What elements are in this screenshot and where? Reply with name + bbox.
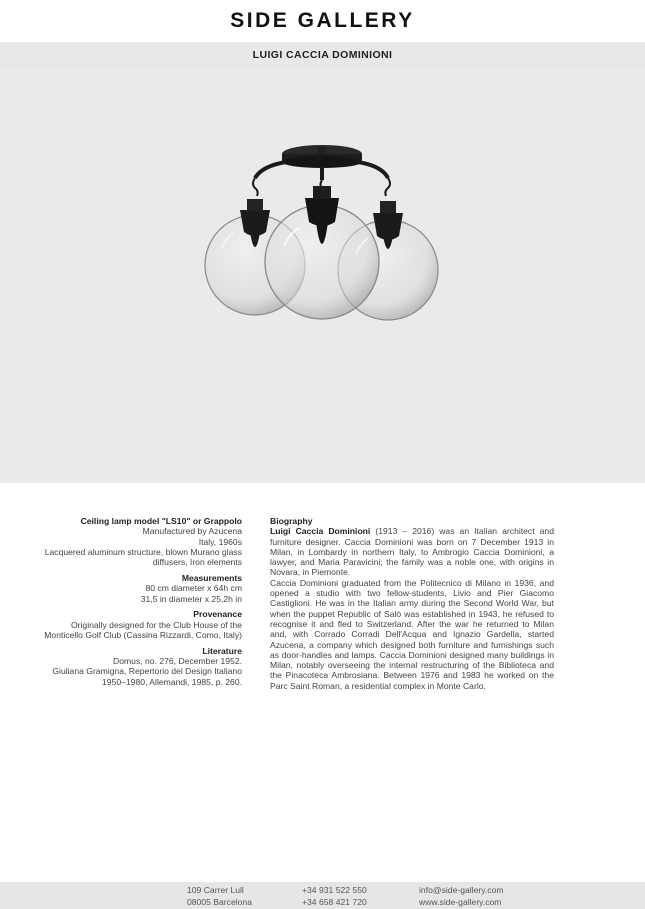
designer-name-bar: LUIGI CACCIA DOMINIONI (0, 42, 645, 68)
address-line: 109 Carrer Lull (187, 885, 244, 895)
measurement-line: 80 cm diameter x 64h cm (145, 583, 242, 594)
detail-line: Manufactured by Azucena (142, 526, 242, 537)
phone-number[interactable]: +34 658 421 720 (302, 896, 367, 907)
biography-heading: Biography (270, 516, 313, 526)
detail-line: Italy, 1960s (198, 536, 242, 547)
provenance-line: Originally designed for the Club House of the (70, 619, 242, 630)
footer (0, 882, 645, 909)
biography-text: (1913 – 2016) was an Italian architect and furniture designer. Caccia Dominioni was born on 7 December 1913 in Milan, in Lombardy in northern Italy, to Ambrogio Caccia Dominioni, a lawyer, and Maria Paravicini; the family was a noble one, with origins in Novara, in Piemonte. (270, 526, 554, 578)
product-photo (0, 68, 645, 483)
gallery-brand: SIDE GALLERY (230, 9, 415, 32)
email-link[interactable]: info@side-gallery.com (419, 885, 504, 895)
address-line: 08005 Barcelona (187, 896, 252, 907)
literature-line: Domus, no. 276, December 1952. (113, 656, 242, 667)
biography-name: Luigi Caccia Dominioni (270, 526, 371, 537)
literature-line: Giuliana Gramigna, Repertorio del Design Italiano (52, 666, 242, 677)
product-details (20, 516, 242, 687)
ceiling-lamp-illustration (0, 68, 645, 483)
biography-paragraph-2: Caccia Dominioni graduated from the Politecnico di Milano in 1936, and opened a studio with two fellow-students, Livio and Pier Giacomo Castiglioni. He was in the Italian army during the Second World War, but when the puppet Republic of Salò was established in 1943, he refused to recognise it and fled to Switzerland. After the war he returned to Milan and, with Corrado Corradi Dell'Acqua and Ignazio Gardella, started Azucena, a company which designed both furniture and furnishings such as door-handles and lamps. Caccia Dominioni designed many buildings in Milan, notably overseeing the internal restructuring of the Biblioteca and the Pinacoteca Ambrosiana. Between 1976 and 1983 he worked on the Parc Saint Roman, a residential complex in Monte Carlo. (270, 577, 554, 691)
literature-line: 1950–1980, Allemandi, 1985, p. 260. (101, 676, 242, 687)
measurements-heading: Measurements (181, 572, 242, 583)
measurement-line: 31,5 in diameter x 25,2h in (140, 593, 242, 604)
phone-number[interactable]: +34 931 522 550 (302, 885, 367, 895)
provenance-line: Monticello Golf Club (Cassina Rizzardi, Como, Italy) (44, 629, 242, 640)
footer-address (187, 885, 252, 908)
biography (270, 516, 554, 691)
footer-contact (419, 885, 504, 908)
product-title: Ceiling lamp model "LS10" or Grappolo (80, 516, 242, 526)
detail-line: diffusers, Iron elements (152, 557, 242, 568)
provenance-heading: Provenance (193, 609, 242, 620)
website-link[interactable]: www.side-gallery.com (419, 896, 502, 907)
literature-heading: Literature (202, 645, 242, 656)
footer-phones (302, 885, 367, 908)
detail-line: Lacquered aluminum structure, blown Murano glass (44, 546, 242, 557)
biography-paragraph-1 (270, 526, 554, 577)
